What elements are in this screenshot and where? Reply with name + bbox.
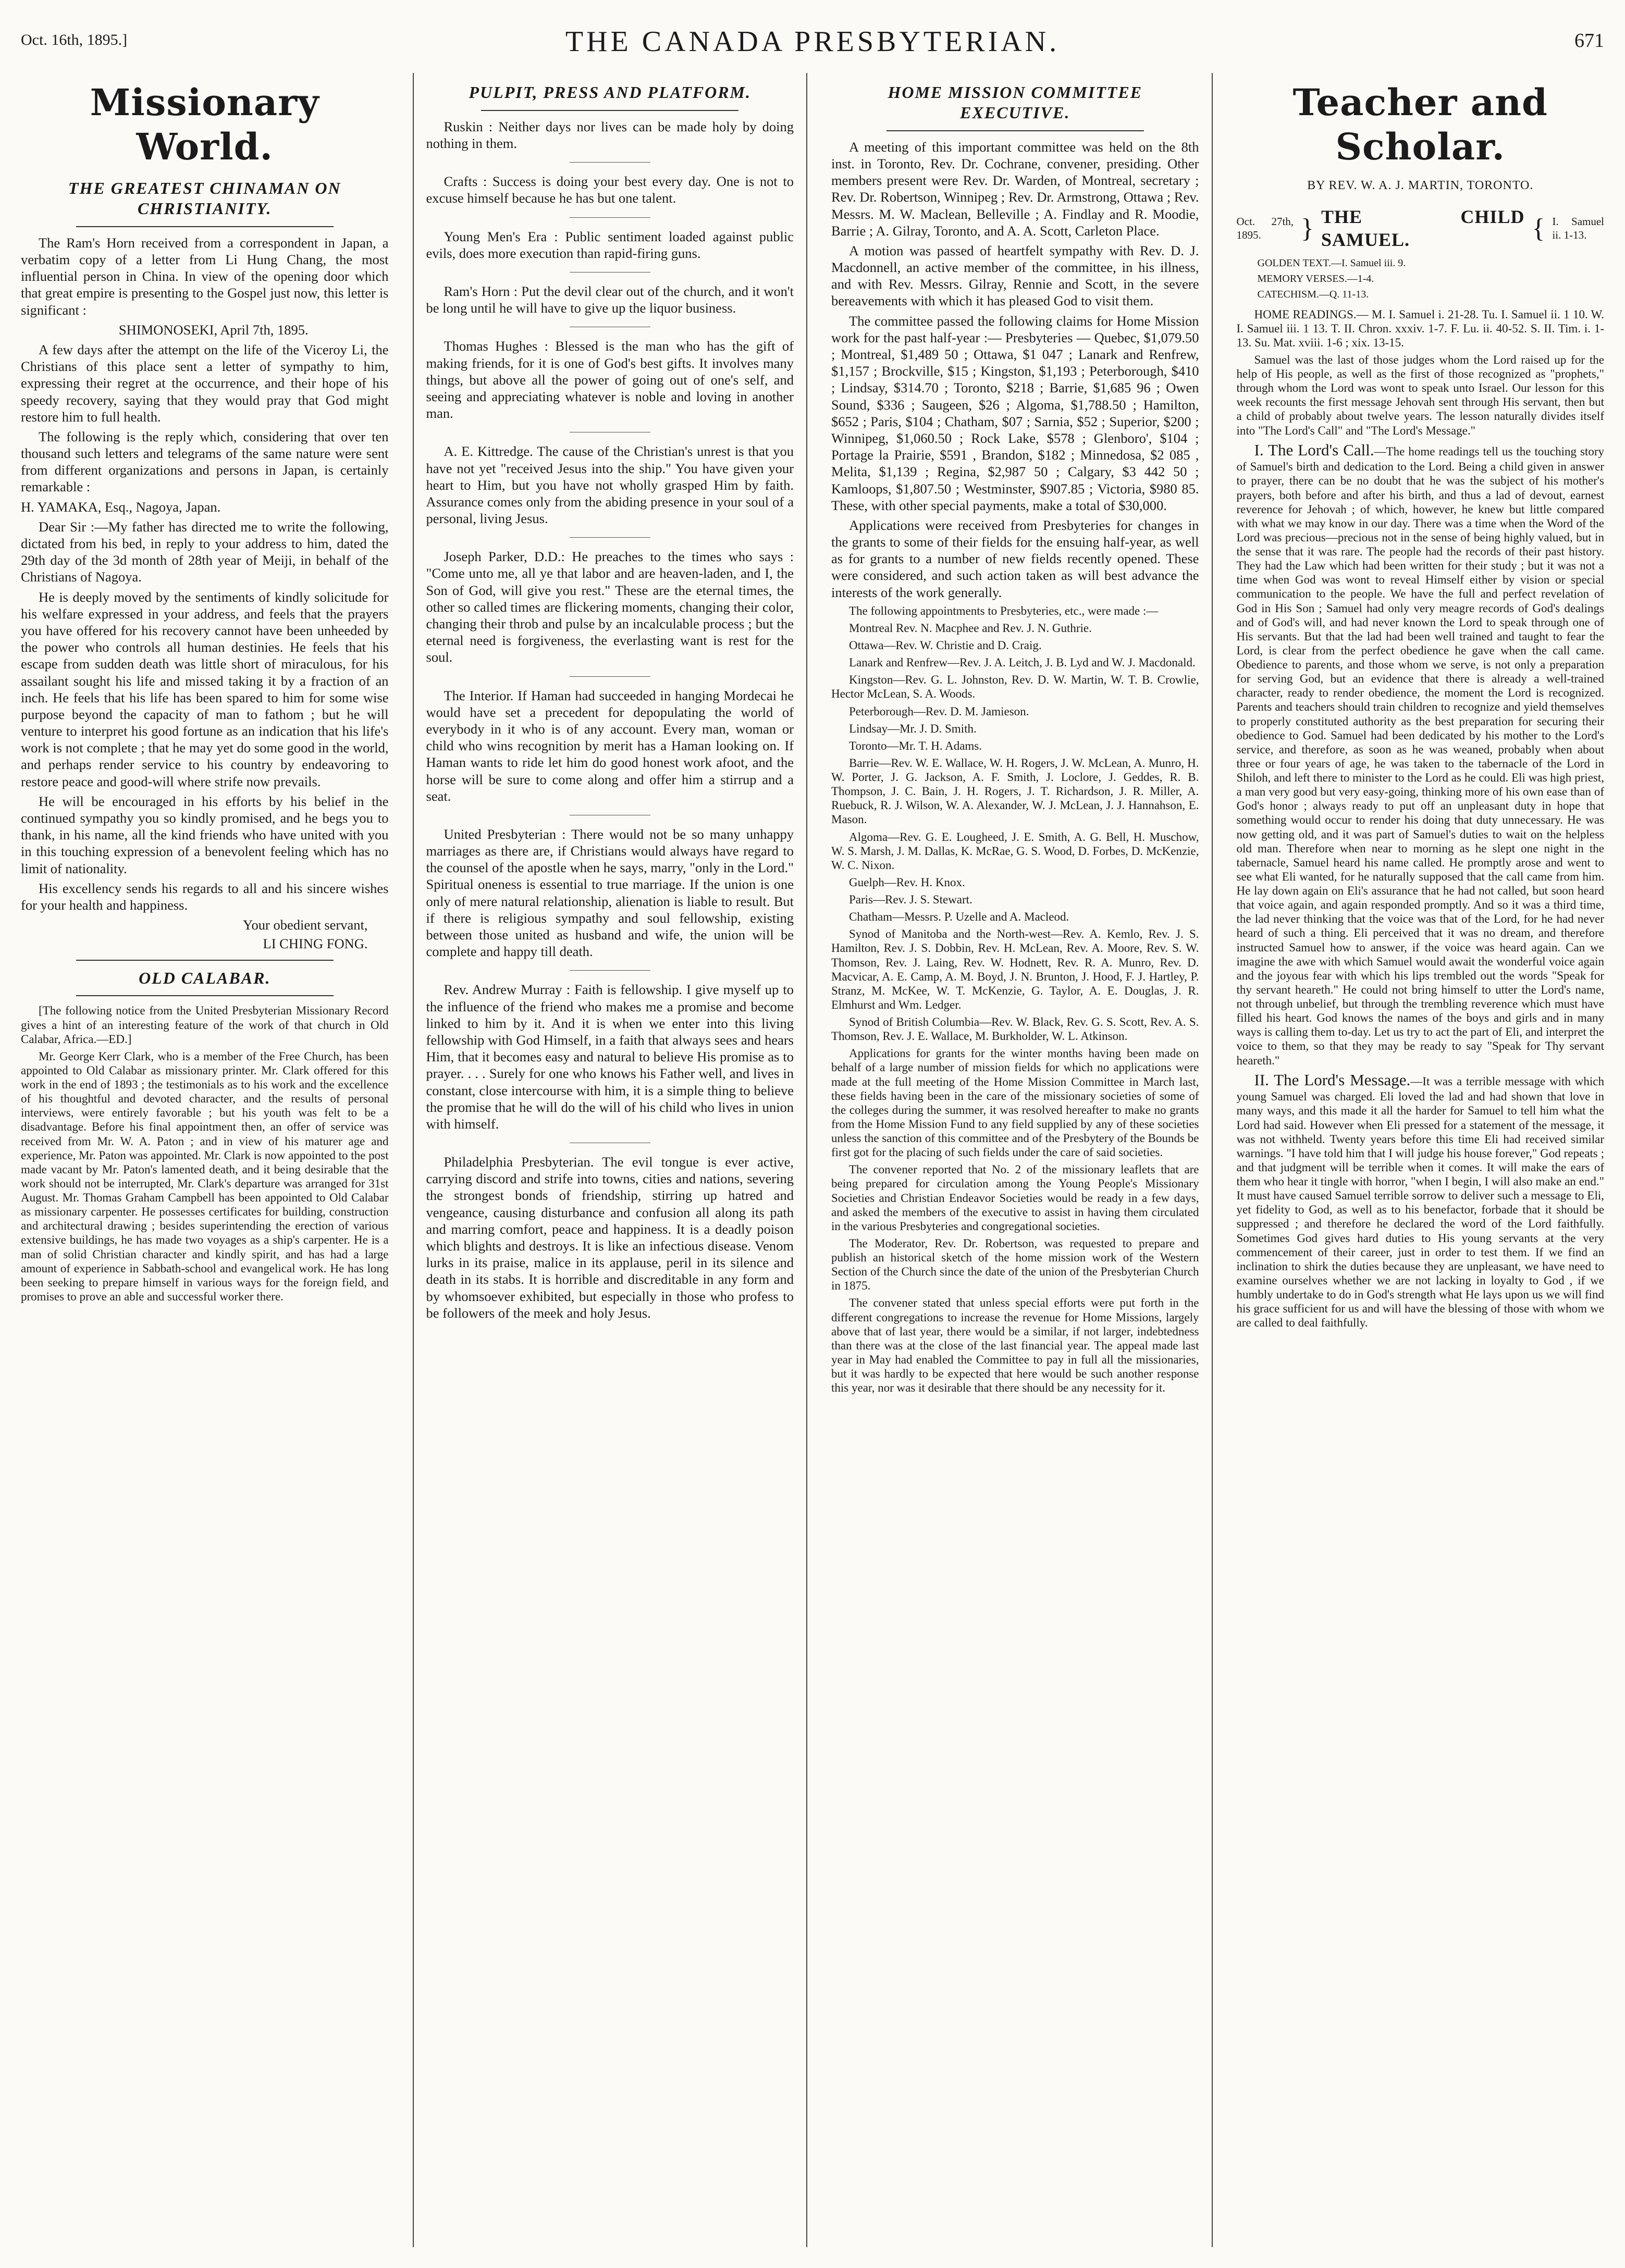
article-title-old-calabar: OLD CALABAR.	[139, 968, 271, 987]
lesson-date: Oct. 27th, 1895.	[1236, 215, 1294, 241]
page-number: 671	[1574, 30, 1604, 52]
divider	[570, 217, 650, 218]
paragraph: The following appointments to Presbyteries, etc., were made :—	[849, 604, 1159, 617]
quote-item: Philadelphia Presbyterian. The evil tongue is ever active, carrying discord and strife into towns, cities and nations, severing the strongest bonds of friendship, stirring up hatred and vengeance, causing disturbance and confusion all along its path and marring comfort, peace and happiness. It is a deadly poison which blights and destroys. It is like an infectious disease. Venom lurks in its praise, malice in its applause, peril in its silence and death in its stabs. It is horrible and discreditable in any form and by whomsoever exhibited, but especially in those who profess to be followers of the meek and holy Jesus.	[426, 1154, 794, 1321]
memory-verses: MEMORY VERSES.—1-4.	[1257, 273, 1374, 285]
appointment: Barrie—Rev. W. E. Wallace, W. H. Rogers, J. W. McLean, A. Munro, H. W. Porter, J. G. Jackson, A. F. Smith, J. Loclore, J. Geddes, R. B. Thompson, J. C. Bain, J. H. Rogers, J. T. Richardson, J. R. Miller, A. Ruebuck, R. J. Wilson, W. A. Alexander, W. J. McLean, J. J. Hannahson, E. Mason.	[831, 756, 1199, 826]
home-readings: HOME READINGS.— M. I. Samuel i. 21-28. Tu. I. Samuel ii. 1 10. W. I. Samuel iii. 1 13. T. II. Chron. xxxiv. 1-7. F. Lu. ii. 40-52. S. II. Tim. i. 1-13. Su. Mat. xviii. 1-6 ; xix. 13-15.	[1236, 307, 1604, 349]
letter-signature: LI CHING FONG.	[263, 936, 368, 952]
appointment: Lanark and Renfrew—Rev. J. A. Leitch, J. B. Lyd and W. J. Macdonald.	[849, 656, 1196, 670]
quote-item: United Presbyterian : There would not be so many unhappy marriages as there are, if Christians would always have regard to the counsel of the apostle when he says, marry, "only in the Lord." Spiritual oneness is essential to true marriage. If the union is one only of mere natural relationship, alienation is liable to result. But if there is religious sympathy and soul fellowship, existing between those united as husband and wife, the union will be complete and happy till death.	[426, 826, 794, 960]
letter-closing: Your obedient servant,	[243, 917, 368, 933]
byline: BY REV. W. A. J. MARTIN, TORONTO.	[1307, 179, 1534, 193]
paragraph: The convener reported that No. 2 of the missionary leaflets that are being prepared for circulation among the Young People's Missionary Societies and Christian Endeavor Societies would be ready in a few days, and asked the members of the executive to assist in having them circulated in the various Presbyteries and congregational societies.	[831, 1163, 1199, 1233]
divider	[76, 226, 334, 227]
quote-item: The Interior. If Haman had succeeded in hanging Mordecai he would have set a precedent for depopulating the world of everybody in it who is of any account. Every man, woman or child who wins recognition by merit has a Haman looking on. If Haman wants to ride let him do good honest work afoot, and the horse will be sure to come along and offer him a stirrup and a seat.	[426, 687, 794, 804]
divider	[570, 162, 650, 163]
section-message	[1237, 1071, 1605, 1330]
section-heading-call: I. The Lord's Call.	[1254, 440, 1374, 459]
quote-item: A. E. Kittredge. The cause of the Christian's unrest is that you have not yet "received Jesus into the ship." You have given your heart to Him, but you have not wholly grasped Him by faith. Assurance comes only from the abiding presence in your soul of a personal, living Jesus.	[426, 443, 794, 527]
column-teacher-scholar	[1237, 73, 1605, 2247]
paragraph: He will be encouraged in his efforts by his belief in the continued sympathy you so kindly promised, and he begs you to thank, in his name, all the kind friends who have united with you in this touching expression of a benevolent feeling which has no limit of nationality.	[21, 793, 389, 876]
appointment: Montreal Rev. N. Macphee and Rev. J. N. Guthrie.	[849, 621, 1092, 635]
appointment: Lindsay—Mr. J. D. Smith.	[849, 722, 977, 735]
appointment: Paris—Rev. J. S. Stewart.	[849, 893, 972, 907]
divider	[570, 537, 650, 538]
section-title-missionary-world: Missionary World.	[90, 81, 319, 169]
quote-item: Young Men's Era : Public sentiment loaded against public evils, does more execution than rapid-firing guns.	[426, 228, 794, 261]
paragraph: Dear Sir :—My father has directed me to write the following, dictated from his bed, in reply to your address to him, dated the 29th day of the 3d month of 28th year of Meiji, in behalf of the Christians of Nagoya.	[21, 518, 389, 585]
article-title-greatest-chinaman: THE GREATEST CHINAMAN ON CHRISTIANITY.	[68, 179, 341, 218]
divider	[570, 970, 650, 971]
appointment: Guelph—Rev. H. Knox.	[849, 875, 965, 889]
paragraph: He is deeply moved by the sentiments of kindly solicitude for his welfare expressed in your address, and feels that the prayers you have offered for his recovery cannot have been unheeded by the power who controls all human destinies. He feels that his escape from sudden death was little short of miraculous, for his assailant sought his life and missed taking it by a fraction of an inch. He feels that his life has been spared to him for some wise purpose beyond the capacity of man to fathom ; but he will venture to interpret his good fortune as an indication that his life's work is not complete ; that he may yet do some good in the world, and perhaps render service to his country by endeavoring to restore peace and good-will where strife now prevails.	[21, 589, 389, 789]
paragraph: Mr. George Kerr Clark, who is a member of the Free Church, has been appointed to Old Calabar as missionary printer. Mr. Clark offered for this work in the end of 1893 ; the testimonials as to his work and the excellence of his thoughtful and devoted character, and the results of personal interviews, were entirely favorable ; but his youth was felt to be a disadvantage. Before his final appointment then, an offer of service was received from Mr. W. A. Paton ; and in view of his maturer age and experience, Mr. Paton was appointed. Mr. Clark is now appointed to the post made vacant by Mr. Paton's lamented death, and it being desirable that the work should not be interrupted, Mr. Clark's departure was arranged for 31st August. Mr. Thomas Graham Campbell has been appointed to Old Calabar as missionary carpenter. He possesses certificates for building, construction and architectural drawing ; besides superintending the erection of various extensive buildings, he has made two voyages as a ship's carpenter. He is a man of solid Christian character and kindly spirit, and has had a large amount of experience in Sabbath-school and evangelical work. He has long been seeking to prepare himself in various ways for the foreign field, and promises to prove an able and successful worker there.	[21, 1049, 389, 1303]
appointment: Algoma—Rev. G. E. Lougheed, J. E. Smith, A. G. Bell, H. Muschow, W. S. Marsh, J. M. Dallas, K. McRae, G. S. Wood, D. Forbes, D. McKenzie, W. C. Nixon.	[831, 830, 1199, 872]
dateline: SHIMONOSEKI, April 7th, 1895.	[118, 321, 309, 338]
quote-item: Ruskin : Neither days nor lives can be made holy by doing nothing in them.	[426, 118, 794, 152]
lesson-header	[1237, 206, 1605, 251]
appointment: Synod of British Columbia—Rev. W. Black, Rev. G. S. Scott, Rev. A. S. Thomson, Rev. J. E. Wallace, M. Burkholder, W. L. Atkinson.	[831, 1015, 1199, 1043]
lesson-title: THE CHILD SAMUEL.	[1321, 206, 1525, 250]
paragraph: The committee passed the following claims for Home Mission work for the past half-year :— Presbyteries — Quebec, $1,079.50 ; Montreal, $1,489 50 ; Ottawa, $1 047 ; Lanark and Renfrew, $1,157 ; Brockville, $15 ; Kingston, $1,193 ; Peterborough, $410 ; Lindsay, $314.70 ; Toronto, $218 ; Barrie, $1,685 96 ; Owen Sound, $336 ; Saugeen, $26 ; Algoma, $1,788.50 ; Hamilton, $652 ; Paris, $104 ; Chatham, $07 ; Sarnia, $52 ; Superior, $200 ; Winnipeg, $1,060.50 ; Rock Lake, $578 ; Glenboro', $104 ; Portage la Prairie, $591 , Brandon, $182 ; Minnedosa, $2 085 , Melita, $1,139 ; Regina, $2,987 50 ; Calgary, $3 442 50 ; Kamloops, $1,807.50 ; Westminster, $907.85 ; Victoria, $980 85. These, with other special payments, make a total of $30,000.	[831, 313, 1199, 513]
paragraph: Samuel was the last of those judges whom the Lord raised up for the help of His people, as well as the first of those recognized as "prophets," through whom the Lord was wont to speak unto Israel. Our lesson for this week recounts the first message Jehovah sent through His servant, then but a child of probably about twelve years. The lesson naturally divides itself into "The Lord's Call" and "The Lord's Message."	[1236, 353, 1604, 437]
lesson-brace-right: {	[1532, 214, 1545, 244]
appointment: Kingston—Rev. G. L. Johnston, Rev. D. W. Martin, W. T. B. Crowlie, Hector McLean, S. A. Woods.	[831, 673, 1199, 701]
divider	[76, 995, 334, 996]
issue-date: Oct. 16th, 1895.]	[21, 31, 128, 48]
section-title-teacher-scholar: Teacher and Scholar.	[1292, 81, 1548, 169]
catechism: CATECHISM.—Q. 11-13.	[1257, 289, 1369, 301]
quote-item: Rev. Andrew Murray : Faith is fellowship. I give myself up to the influence of the friend who makes me a promise and become linked to him by it. And it is when we enter into this living fellowship with God Himself, in a faith that always sees and hears Him, that it becomes easy and natural to believe His promise as to prayer. . . . Surely for one who knows his Father well, and lives in constant, close intercourse with him, it is a simple thing to believe the promise that he will do the will of his child who lives in union with himself.	[426, 982, 794, 1132]
paragraph: Applications for grants for the winter months having been made on behalf of a large number of mission fields for which no applications were made at the full meeting of the Home Mission Committee in March last, these fields having been in the care of the missionary societies of some of the colleges during the summer, it was resolved hereafter to make no grants from the Home Mission Fund to any field supplied by any of these societies unless the sanction of this committee and of the Presbytery of the Bounds be first got for the placing of such fields under the care of said societies.	[831, 1047, 1199, 1159]
appointment: Peterborough—Rev. D. M. Jamieson.	[849, 704, 1029, 718]
lesson-brace-left: }	[1301, 214, 1314, 244]
paragraph: His excellency sends his regards to all and his sincere wishes for your health and happiness.	[21, 880, 389, 913]
appointment: Chatham—Messrs. P. Uzelle and A. Macleod.	[849, 910, 1069, 924]
paragraph: A few days after the attempt on the life of the Viceroy Li, the Christians of this place sent a letter of sympathy to him, expressing their regret at the occurrence, and their hope of his speedy recovery, saying that they would pray that God might restore him to full health.	[21, 341, 389, 425]
appointment: Synod of Manitoba and the North-west—Rev. A. Kemlo, Rev. J. S. Hamilton, Rev. J. S. Dobbin, Rev. H. McLean, Rev. A. Moore, Rev. S. W. Thomson, Rev. J. Laing, Rev. W. Hodnett, Rev. R. A. Munro, Rev. D. Macvicar, A. E. Camp, A. M. Boyd, J. N. Brunton, J. Hood, F. J. Hartley, P. Stranz, M. McKee, W. T. McKenzie, G. Taylor, A. E. Douglas, J. R. Elmhurst and Wm. Ledger.	[831, 927, 1199, 1011]
section-title-pulpit-press-platform: PULPIT, PRESS AND PLATFORM.	[469, 83, 751, 102]
column-pulpit-press-platform	[413, 73, 808, 2247]
paragraph: The following is the reply which, considering that over ten thousand such letters and telegrams of the same nature were sent from different organizations and persons in Japan, is certainly remarkable :	[21, 428, 389, 495]
paragraph: A motion was passed of heartfelt sympathy with Rev. D. J. Macdonnell, an active member of the committee, in his illness, and with Rev. Messrs. Gilray, Rennie and Scott, in the severe bereavements with which it has pleased God to visit them.	[831, 242, 1199, 309]
quote-item: Ram's Horn : Put the devil clear out of the church, and it won't be long until he will have to give up the liquor business.	[426, 283, 794, 316]
editor-note: [The following notice from the United Presbyterian Missionary Record gives a hint of an interesting feature of the work of that church in Old Calabar, Africa.—ED.]	[21, 1004, 389, 1046]
columns	[21, 73, 1604, 2247]
quote-item: Thomas Hughes : Blessed is the man who has the gift of making friends, for it is one of God's best gifts. It involves many things, but above all the power of going out of one's self, and seeing and appreciating whatever is noble and loving in another man.	[426, 338, 794, 422]
column-home-mission	[831, 73, 1213, 2247]
appointment: Toronto—Mr. T. H. Adams.	[849, 739, 982, 752]
paragraph: The Ram's Horn received from a correspondent in Japan, a verbatim copy of a letter from Li Hung Chang, the most influential person in China. In view of the opening door which that great empire is presenting to the Gospel just now, this letter is significant :	[21, 234, 389, 318]
section-call	[1237, 441, 1605, 1068]
section-body-message: —It was a terrible message with which young Samuel was charged. Eli loved the lad and had shown that love in many ways, and this made it all the harder for Samuel to tell him what the Lord had said. However when Eli pressed for a statement of the message, it was not withheld. Twenty years before this time Eli had received similar warnings. "I have told him that I will judge his house forever," God repeats ; and that judgment will be terrible when it comes. It will make the ears of them who hear it tingle with horror, "when I begin, I will also make an end." It must have caused Samuel terrible sorrow to deliver such a message to Eli, yet fidelity to God, as well as to his benefactor, forbade that it should be suppressed ; and therefore he declared the word of the Lord faithfully. Sometimes God gives hard duties to His young servants at the very commencement of their career, just in order to test them. If we find an inclination to shirk the duties because they are unpleasant, we have need to examine ourselves whether we are not lacking in loyalty to God , if we humbly undertake to do in God's strength what He lays upon us we will find his grace sufficient for us and will have the blessing of those with whom we are called to deal faithfully.	[1236, 1074, 1604, 1330]
section-title-home-mission: HOME MISSION COMMITTEE EXECUTIVE.	[888, 83, 1143, 122]
paragraph: Applications were received from Presbyteries for changes in the grants to some of their fields for the ensuing half-year, as well as for grants to a number of new fields recently opened. These were considered, and such action taken as will best advance the interests of the work generally.	[831, 517, 1199, 600]
divider	[570, 676, 650, 677]
masthead	[21, 16, 1604, 63]
divider	[481, 110, 738, 111]
section-heading-message: II. The Lord's Message.	[1254, 1070, 1411, 1089]
golden-text: GOLDEN TEXT.—I. Samuel iii. 9.	[1257, 257, 1406, 269]
paragraph: The convener stated that unless special efforts were put forth in the different congregations to increase the revenue for Home Missions, largely above that of last year, there would be a similar, if not larger, indebtedness than there was at the close of the last financial year. The appeal made last year in May had enabled the Committee to pay in full all the missionaries, but it was hardly to be expected that here would be such another response this year, nor was it desirable that there should be any necessity for it.	[831, 1296, 1199, 1395]
quote-item: Crafts : Success is doing your best every day. One is not to excuse himself because he has but one talent.	[426, 173, 794, 206]
divider	[76, 960, 334, 961]
section-body-call: —The home readings tell us the touching story of Samuel's birth and dedication to the Lord. Being a child given in answer to prayer, there can be no doubt that he was the subject of his mother's prayers, both before and after his birth, and thus a lad of devout, earnest reverence for Jehovah ; of which, however, he knew but little compared with what we may know in our day. There was a time when the Word of the Lord was precious—precious not in the sense of being highly valued, but in the sense that it was rare. The people had the records of their past history. They had the Law which had been written for their study ; but it was not a time when God was wont to reveal Himself either by vision or special communication to the people. We have the full and perfect revelation of God in His Son ; Samuel had only very meagre records of God's dealings and of God's will, and had never known the Lord to speak through one of His servants. But that the lad had been well trained and taught to fear the Lord, is clear from the perfect obedience he gave when the call came. Obedience to parents, and those whom we serve, is not only a preparation for serving God, but an evidence that there is already a well-trained character, ready to render obedience, the moment the Lord is recognized. Parents and teachers should train children to recognize and yield themselves to properly constituted authority as the best preparation for securing their obedience to God. Samuel had been dedicated by his mother to the Lord's service, and therefore, as soon as he was weaned, probably when about three or four years of age, he was taken to the tabernacle of the Lord in Shiloh, and left there to minister to the Lord as he could. Eli was high priest, a man very good but very easy-going, thinking more of his own ease than of God's honor ; always ready to put off an unpleasant duty in hope that something would occur to render his doing that duty unnecessary. He was now getting old, and it was part of Samuel's duties to wait on the helpless old man. Therefore when near to morning as he slept one night in the tabernacle, Samuel heard his name called. He promptly arose and went to see what Eli wanted, for he naturally supposed that the call came from him. He lay down again on Eli's assurance that he had not called, but soon heard that voice again, and again responded promptly. And so it was a third time, the lad never thinking that the voice was that of the Lord, for he had never heard of such a thing. Eli perceived that it was no dream, and therefore instructed Samuel how to answer, if the voice was heard again. Can we imagine the awe with which Samuel would await the wonderful voice again and the joyous fear with which his lips trembled out the words "Speak for thy servant heareth." He could not bring himself to utter the Lord's name, not through unbelief, but through the trembling reverence which must have filled his heart. God knows the names of the boys and girls and in many ways is calling them to-day. Let us try to act the part of Eli, and interpret the voice to them, so that they may be ready to say "Speak for Thy servant heareth."	[1236, 444, 1604, 1067]
paragraph: A meeting of this important committee was held on the 8th inst. in Toronto, Rev. Dr. Cochrane, convener, presiding. Other members present were Rev. Dr. Warden, of Montreal, secretary ; Rev. Dr. Robertson, Winnipeg ; Rev. Dr. Armstrong, Ottawa ; Rev. Messrs. M. W. Maclean, Belleville ; A. Findlay and R. Moodie, Barrie ; A. Gilray, Toronto, and A. A. Scott, Carleton Place.	[831, 139, 1199, 239]
newspaper-title: THE CANADA PRESBYTERIAN.	[565, 26, 1060, 58]
lesson-reference: I. Samuel ii. 1-13.	[1552, 215, 1604, 241]
quote-item: Joseph Parker, D.D.: He preaches to the times who says : "Come unto me, all ye that labor and are heaven-laden, and I, the Son of God, will give you rest." These are the eternal times, the other so called times are flickering moments, changing their color, changing their throb and pulse by an incalculable process ; but the eternal need is forgiveness, the everlasting want is rest for the soul.	[426, 549, 794, 665]
paragraph: The Moderator, Rev. Dr. Robertson, was requested to prepare and publish an historical sketch of the home mission work of the Western Section of the Church since the date of the union of the Presbyterian Church in 1875.	[831, 1236, 1199, 1293]
appointment: Ottawa—Rev. W. Christie and D. Craig.	[849, 639, 1042, 652]
divider	[887, 130, 1144, 131]
column-missionary-world	[21, 73, 389, 2247]
addressee: H. YAMAKA, Esq., Nagoya, Japan.	[21, 499, 221, 515]
